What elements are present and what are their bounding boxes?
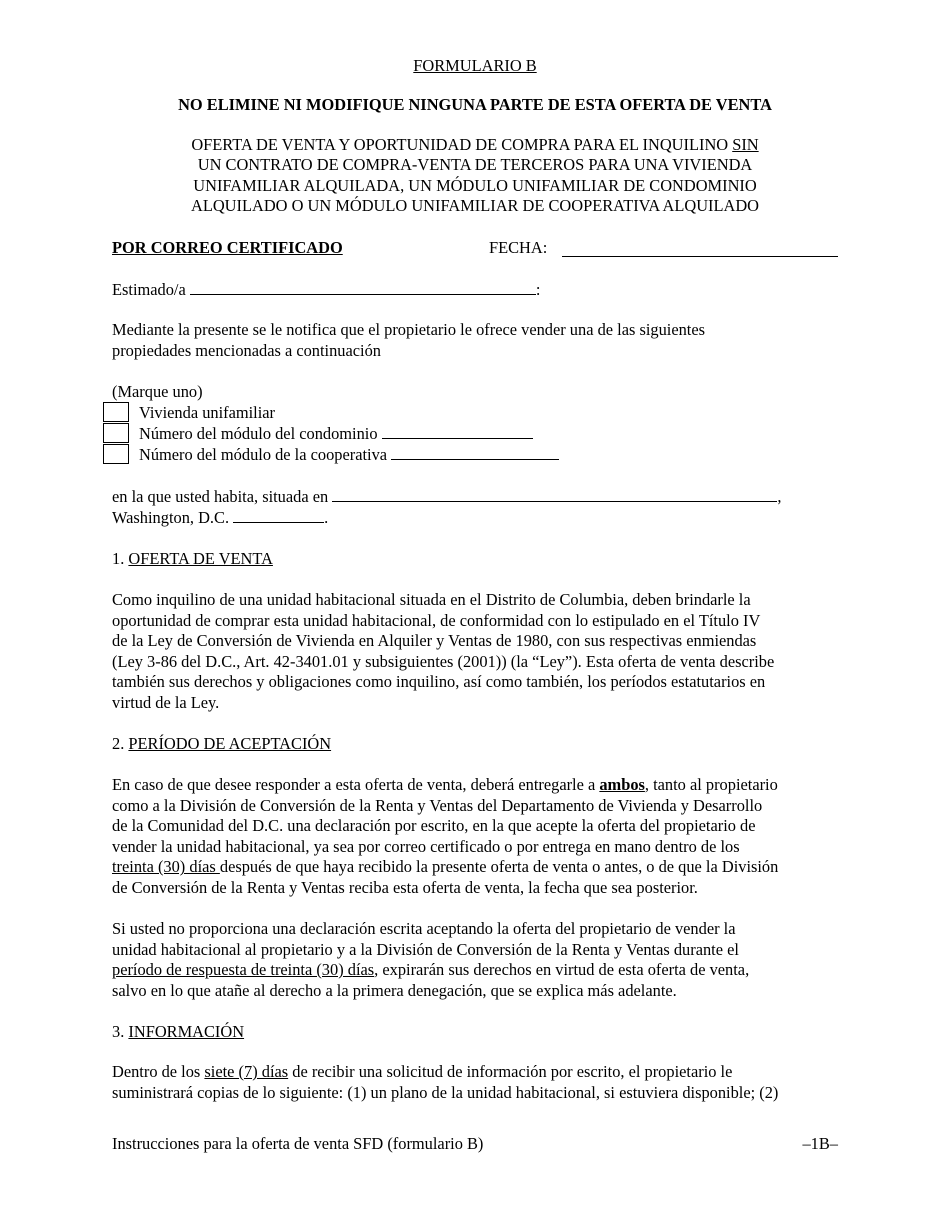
- date-field[interactable]: [562, 240, 838, 257]
- section-3-body: [112, 1062, 842, 1103]
- section-3-line-2: suministrará copias de lo siguiente: (1) un plano de la unidad habitacional, si estuviera disponible; (2): [112, 1082, 779, 1102]
- section-2-ambos: ambos: [599, 775, 645, 794]
- subtitle-line-4: ALQUILADO O UN MÓDULO UNIFAMILIAR DE COOPERATIVA ALQUILADO: [190, 196, 760, 215]
- page-number: –1B–: [802, 1134, 838, 1153]
- section-1-line: Como inquilino de una unidad habitacional situada en el Distrito de Columbia, deben brindarle la: [112, 590, 751, 609]
- section-2-p2-line-1: Si usted no proporciona una declaración escrita aceptando la oferta del propietario de vender la: [112, 919, 736, 938]
- section-3-number: 3.: [112, 1022, 125, 1041]
- location-text: en la que usted habita, situada en: [112, 487, 329, 506]
- checkbox-single-family[interactable]: [103, 402, 129, 422]
- checkbox-cooperative[interactable]: [103, 444, 129, 464]
- location-period: .: [324, 508, 329, 527]
- location-comma: ,: [777, 487, 782, 506]
- condominium-unit-field[interactable]: [382, 424, 533, 439]
- date-label: FECHA:: [489, 238, 548, 257]
- footer-title: Instrucciones para la oferta de venta SFD (formulario B): [112, 1134, 484, 1153]
- intro-line-2: propiedades mencionadas a continuación: [112, 340, 381, 360]
- section-2-text: después de que haya recibido la presente oferta de venta o antes, o de que la División: [219, 857, 779, 877]
- section-1-line: (Ley 3-86 del D.C., Art. 42-3401.01 y subsiguientes (2001)) (la “Ley”). Esta oferta de venta describe: [112, 651, 775, 671]
- section-2-response-period: período de respuesta de treinta (30) días: [112, 960, 375, 980]
- section-2-title: PERÍODO DE ACEPTACIÓN: [128, 734, 332, 753]
- subtitle-line-1: [0, 135, 950, 156]
- section-3-title: INFORMACIÓN: [128, 1022, 245, 1041]
- section-2-paragraph-2: [112, 919, 842, 1001]
- zip-field[interactable]: [233, 508, 324, 523]
- form-title: FORMULARIO B: [413, 56, 537, 75]
- section-2-p2-line-3: [112, 960, 842, 981]
- section-2-heading: [112, 734, 331, 755]
- section-1-line: virtud de la Ley.: [112, 692, 220, 712]
- city-text: Washington, D.C.: [112, 508, 230, 527]
- section-2-text: En caso de que desee responder a esta oferta de venta, deberá entregarle a: [112, 775, 600, 794]
- option-condominium-label: Número del módulo del condominio: [139, 424, 378, 443]
- section-1-body: [112, 590, 842, 714]
- section-1-line: oportunidad de comprar esta unidad habitacional, de conformidad con lo estipulado en el Título IV: [112, 610, 761, 630]
- option-single-family: Vivienda unifamiliar: [139, 403, 276, 422]
- section-2-number: 2.: [112, 734, 125, 753]
- section-2-p1-line-2: como a la División de Conversión de la Renta y Ventas del Departamento de Vivienda y Desarrollo: [112, 795, 763, 815]
- section-2-text: , expirarán sus derechos en virtud de esta oferta de venta,: [374, 960, 750, 980]
- intro-line-1: Mediante la presente se le notifica que el propietario le ofrece vender una de las siguientes: [112, 320, 706, 339]
- section-2-p1-line-5: [112, 857, 842, 878]
- subtitle-line-3: UNIFAMILIAR ALQUILADA, UN MÓDULO UNIFAMILIAR DE CONDOMINIO: [193, 176, 757, 195]
- section-1-number: 1.: [112, 549, 125, 568]
- section-2-paragraph-1: [112, 775, 842, 899]
- address-field[interactable]: [332, 487, 777, 502]
- section-3-text: de recibir una solicitud de información por escrito, el propietario le: [288, 1062, 733, 1081]
- section-2-p1-line-4: vender la unidad habitacional, ya sea por correo certificado o por entrega en mano dentro de los: [112, 836, 740, 856]
- recipient-name-field[interactable]: [190, 280, 536, 295]
- section-2-p2-line-4: salvo en lo que atañe al derecho a la primera denegación, que se explica más adelante.: [112, 980, 677, 1000]
- location-line-2: [112, 508, 328, 529]
- section-2-text: , tanto al propietario: [644, 775, 778, 794]
- section-3-seven-days: siete (7) días: [204, 1062, 289, 1081]
- section-3-text: Dentro de los: [112, 1062, 205, 1081]
- intro-paragraph: [112, 320, 842, 361]
- cooperative-unit-field[interactable]: [391, 445, 559, 460]
- salutation: [112, 280, 540, 301]
- salutation-colon: :: [535, 280, 541, 299]
- salutation-label: Estimado/a: [112, 280, 186, 299]
- options-instruction: (Marque uno): [112, 382, 203, 401]
- section-2-p1-line-1: [112, 775, 842, 796]
- section-2-p1-line-6: de Conversión de la Renta y Ventas reciba esta oferta de venta, la fecha que sea posterior.: [112, 877, 698, 897]
- option-cooperative-label: Número del módulo de la cooperativa: [139, 445, 388, 464]
- section-1-line: también sus derechos y obligaciones como inquilino, así como también, los períodos estatutarios en: [112, 672, 766, 692]
- option-condominium: [139, 424, 533, 445]
- section-1-line: de la Ley de Conversión de Vivienda en Alquiler y Ventas de 1980, con sus respectivas enmiendas: [112, 631, 757, 651]
- subtitle-sin: SIN: [732, 135, 759, 154]
- subtitle-line-2: UN CONTRATO DE COMPRA-VENTA DE TERCEROS PARA UNA VIVIENDA: [197, 155, 753, 174]
- section-3-heading: [112, 1022, 244, 1043]
- section-2-p1-line-3: de la Comunidad del D.C. una declaración por escrito, en la que acepte la oferta del propietario de: [112, 816, 756, 836]
- location-line-1: [112, 487, 781, 508]
- section-1-title: OFERTA DE VENTA: [128, 549, 273, 568]
- section-3-line-1: [112, 1062, 842, 1083]
- option-cooperative: [139, 445, 559, 466]
- delivery-method: POR CORREO CERTIFICADO: [112, 238, 343, 257]
- warning-heading: NO ELIMINE NI MODIFIQUE NINGUNA PARTE DE ESTA OFERTA DE VENTA: [178, 95, 772, 114]
- section-1-heading: [112, 549, 273, 570]
- subtitle-line-1-text: OFERTA DE VENTA Y OPORTUNIDAD DE COMPRA PARA EL INQUILINO: [191, 135, 733, 154]
- checkbox-condominium[interactable]: [103, 423, 129, 443]
- section-2-thirty-days: treinta (30) días: [112, 857, 220, 877]
- section-2-p2-line-2: unidad habitacional al propietario y a la División de Conversión de la Renta y Ventas durante el: [112, 939, 739, 959]
